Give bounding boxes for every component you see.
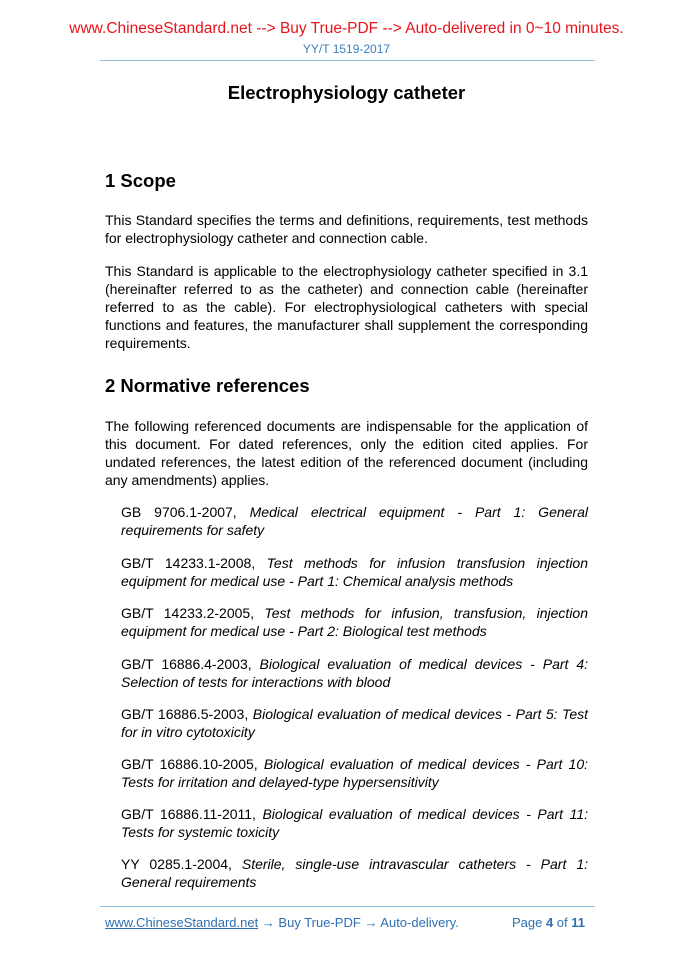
- reference-title: Test methods for infusion, transfusion, injection equipment for medical use - Part 2: Biological test methods: [121, 605, 589, 639]
- footer-link[interactable]: www.ChineseStandard.net: [105, 915, 259, 930]
- reference-code: GB/T 16886.5-2003,: [121, 706, 253, 722]
- reference-code: GB/T 16886.4-2003,: [121, 656, 260, 672]
- page-label: Page: [511, 915, 546, 930]
- paragraph: This Standard specifies the terms and definitions, requirements, test methods for electrophysiology catheter and connection cable.: [105, 212, 588, 246]
- reference-item: [121, 855, 588, 891]
- paragraph: The following referenced documents are indispensable for the application of this document. For dated references, only the edition cited applies. For undated references, the latest edition of the referenced document (including any amendments) applies.: [105, 418, 588, 488]
- footer: [105, 915, 585, 930]
- reference-title: Biological evaluation of medical devices - Part 10: Tests for irritation and delayed-type hypersensitivity: [121, 756, 588, 790]
- reference-code: GB 9706.1-2007,: [121, 504, 250, 520]
- promo-banner[interactable]: www.ChineseStandard.net --> Buy True-PDF --> Auto-delivered in 0~10 minutes.: [69, 20, 624, 37]
- reference-title: Test methods for infusion transfusion injection equipment for medical use - Part 1: Chemical analysis methods: [121, 555, 589, 589]
- current-page: 4: [545, 915, 554, 930]
- section-heading-normative-references: 2 Normative references: [105, 375, 310, 396]
- reference-code: GB/T 16886.11-2011,: [121, 806, 263, 822]
- document-code: YY/T 1519-2017: [302, 42, 391, 56]
- document-title: Electrophysiology catheter: [227, 82, 466, 103]
- reference-title: Sterile, single-use intravascular catheters - Part 1: General requirements: [121, 856, 588, 890]
- footer-rule: [100, 906, 595, 907]
- reference-code: GB/T 14233.1-2008,: [121, 555, 267, 571]
- reference-code: YY 0285.1-2004,: [121, 856, 242, 872]
- reference-title: Medical electrical equipment - Part 1: General requirements for safety: [121, 504, 588, 538]
- footer-text: → Buy True-PDF → Auto-delivery.: [258, 915, 459, 930]
- reference-title: Biological evaluation of medical devices - Part 4: Selection of tests for interactions with blood: [121, 656, 588, 690]
- total-pages: 11: [571, 915, 585, 930]
- reference-item: [121, 604, 588, 640]
- reference-title: Biological evaluation of medical devices - Part 11: Tests for systemic toxicity: [121, 806, 588, 840]
- reference-item: [121, 503, 588, 539]
- reference-item: [121, 805, 588, 841]
- header-rule: [100, 60, 595, 61]
- page-number: [512, 915, 585, 930]
- paragraph: This Standard is applicable to the electrophysiology catheter specified in 3.1 (hereinafter referred to as the catheter) and connection cable (hereinafter referred to as the cable). For electrophysiological catheters with special functions and features, the manufacturer shall supplement the corresponding requirements.: [105, 263, 588, 351]
- section-heading-scope: 1 Scope: [105, 170, 176, 191]
- reference-item: [121, 655, 588, 691]
- reference-title: Biological evaluation of medical devices - Part 5: Test for in vitro cytotoxicity: [121, 706, 589, 740]
- reference-item: [121, 755, 588, 791]
- reference-code: GB/T 16886.10-2005,: [121, 756, 264, 772]
- reference-code: GB/T 14233.2-2005,: [121, 605, 265, 621]
- of-label: of: [553, 915, 572, 930]
- reference-item: [121, 705, 588, 741]
- reference-item: [121, 554, 588, 590]
